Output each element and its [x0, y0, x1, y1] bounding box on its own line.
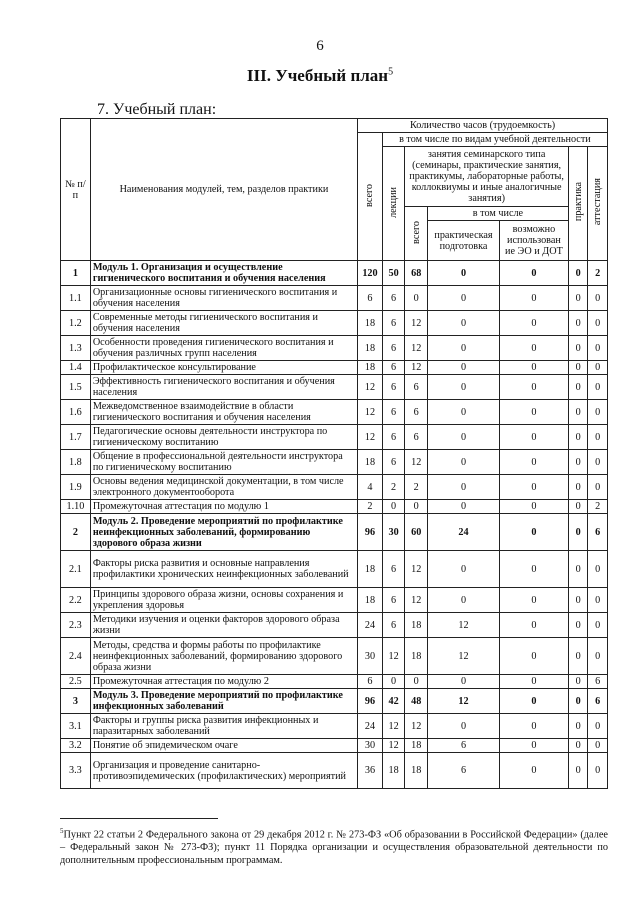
row-seminars: 12	[405, 361, 428, 375]
row-seminars: 48	[405, 689, 428, 714]
row-seminars: 0	[405, 500, 428, 514]
row-seminars: 68	[405, 261, 428, 286]
row-lectures: 0	[382, 500, 405, 514]
table-row	[61, 500, 608, 514]
row-num: 3.2	[61, 739, 91, 753]
table-row	[61, 675, 608, 689]
row-practice: 0	[568, 311, 588, 336]
header-distance: возможно использован ие ЭО и ДОТ	[499, 221, 568, 261]
row-lectures: 6	[382, 425, 405, 450]
row-distance: 0	[499, 361, 568, 375]
row-practice: 0	[568, 336, 588, 361]
row-name: Промежуточная аттестация по модулю 1	[90, 500, 357, 514]
row-practical-training: 0	[428, 361, 500, 375]
row-practical-training: 0	[428, 261, 500, 286]
footnote-mark-ref: 5	[60, 827, 64, 835]
row-num: 3.3	[61, 753, 91, 789]
row-distance: 0	[499, 425, 568, 450]
row-lectures: 50	[382, 261, 405, 286]
row-lectures: 6	[382, 336, 405, 361]
footnote	[60, 825, 608, 867]
row-attestation: 0	[588, 588, 608, 613]
row-distance: 0	[499, 500, 568, 514]
row-practical-training: 0	[428, 500, 500, 514]
row-total: 30	[358, 638, 383, 675]
row-practice: 0	[568, 551, 588, 588]
row-name: Организация и проведение санитарно-противоэпидемических (профилактических) мероприятий	[90, 753, 357, 789]
row-practical-training: 12	[428, 689, 500, 714]
row-practical-training: 0	[428, 400, 500, 425]
row-distance: 0	[499, 675, 568, 689]
row-distance: 0	[499, 311, 568, 336]
row-attestation: 0	[588, 425, 608, 450]
row-lectures: 2	[382, 475, 405, 500]
row-total: 4	[358, 475, 383, 500]
row-name: Межведомственное взаимодействие в области гигиенического воспитания и обучения населения	[90, 400, 357, 425]
row-seminars: 18	[405, 739, 428, 753]
row-lectures: 6	[382, 450, 405, 475]
row-seminars: 6	[405, 400, 428, 425]
row-name: Модуль 1. Организация и осуществление гигиенического воспитания и обучения населения	[90, 261, 357, 286]
row-total: 2	[358, 500, 383, 514]
table-row	[61, 475, 608, 500]
row-total: 120	[358, 261, 383, 286]
table-row	[61, 514, 608, 551]
row-num: 1.2	[61, 311, 91, 336]
row-attestation: 0	[588, 400, 608, 425]
row-lectures: 42	[382, 689, 405, 714]
row-practice: 0	[568, 425, 588, 450]
row-name: Педагогические основы деятельности инструктора по гигиеническому воспитанию	[90, 425, 357, 450]
row-practical-training: 0	[428, 714, 500, 739]
row-total: 96	[358, 514, 383, 551]
section-title-text: III. Учебный план	[246, 66, 389, 85]
row-distance: 0	[499, 753, 568, 789]
row-distance: 0	[499, 588, 568, 613]
table-body	[61, 261, 608, 789]
row-seminars: 12	[405, 588, 428, 613]
row-name: Факторы риска развития и основные направления профилактики хронических неинфекционных заболеваний	[90, 551, 357, 588]
row-name: Принципы здорового образа жизни, основы сохранения и укрепления здоровья	[90, 588, 357, 613]
table-row	[61, 450, 608, 475]
row-num: 2.4	[61, 638, 91, 675]
row-num: 3.1	[61, 714, 91, 739]
row-seminars: 18	[405, 638, 428, 675]
row-practice: 0	[568, 739, 588, 753]
row-total: 24	[358, 714, 383, 739]
row-attestation: 0	[588, 475, 608, 500]
row-distance: 0	[499, 638, 568, 675]
row-seminars: 6	[405, 375, 428, 400]
row-seminars: 12	[405, 551, 428, 588]
row-lectures: 6	[382, 286, 405, 311]
row-attestation: 2	[588, 261, 608, 286]
row-num: 1	[61, 261, 91, 286]
row-num: 1.8	[61, 450, 91, 475]
table-row	[61, 638, 608, 675]
row-attestation: 0	[588, 613, 608, 638]
row-name: Организационные основы гигиенического воспитания и обучения населения	[90, 286, 357, 311]
header-hours-total: Количество часов (трудоемкость)	[358, 119, 608, 133]
row-attestation: 0	[588, 361, 608, 375]
row-total: 18	[358, 311, 383, 336]
header-name: Наименования модулей, тем, разделов практики	[90, 119, 357, 261]
row-num: 1.7	[61, 425, 91, 450]
row-practical-training: 0	[428, 450, 500, 475]
row-distance: 0	[499, 514, 568, 551]
row-name: Методы, средства и формы работы по профилактике неинфекционных заболеваний, формированию здорового образа жизни	[90, 638, 357, 675]
row-attestation: 0	[588, 638, 608, 675]
row-name: Промежуточная аттестация по модулю 2	[90, 675, 357, 689]
row-num: 1.10	[61, 500, 91, 514]
row-practical-training: 0	[428, 475, 500, 500]
row-seminars: 12	[405, 714, 428, 739]
row-total: 12	[358, 375, 383, 400]
header-total: всего	[364, 183, 376, 207]
table-row	[61, 588, 608, 613]
header-including: в том числе	[428, 207, 569, 221]
header-lectures-cell	[382, 147, 405, 261]
row-practice: 0	[568, 588, 588, 613]
row-lectures: 18	[382, 753, 405, 789]
row-num: 2.5	[61, 675, 91, 689]
table-row	[61, 739, 608, 753]
table-row	[61, 689, 608, 714]
row-attestation: 2	[588, 500, 608, 514]
header-lectures: лекции	[388, 186, 400, 218]
row-total: 12	[358, 400, 383, 425]
row-name: Основы ведения медицинской документации, в том числе электронного документооборота	[90, 475, 357, 500]
row-practical-training: 6	[428, 739, 500, 753]
row-distance: 0	[499, 714, 568, 739]
row-lectures: 6	[382, 361, 405, 375]
row-name: Модуль 3. Проведение мероприятий по профилактике инфекционных заболеваний	[90, 689, 357, 714]
header-sem-total: всего	[410, 220, 422, 244]
row-name: Профилактическое консультирование	[90, 361, 357, 375]
row-name: Общение в профессиональной деятельности инструктора по гигиеническому воспитанию	[90, 450, 357, 475]
row-distance: 0	[499, 689, 568, 714]
header-attestation-cell	[588, 147, 608, 261]
header-total-cell	[358, 133, 383, 261]
row-distance: 0	[499, 450, 568, 475]
row-lectures: 6	[382, 613, 405, 638]
row-total: 18	[358, 588, 383, 613]
header-practical-training: практическая подготовка	[428, 221, 500, 261]
row-seminars: 0	[405, 286, 428, 311]
row-lectures: 12	[382, 739, 405, 753]
row-seminars: 18	[405, 613, 428, 638]
row-attestation: 0	[588, 286, 608, 311]
row-practical-training: 0	[428, 375, 500, 400]
table-row	[61, 753, 608, 789]
section-title	[0, 66, 640, 86]
row-total: 96	[358, 689, 383, 714]
row-lectures: 30	[382, 514, 405, 551]
table-row	[61, 311, 608, 336]
row-practical-training: 6	[428, 753, 500, 789]
row-name: Особенности проведения гигиенического воспитания и обучения различных групп населения	[90, 336, 357, 361]
row-name: Модуль 2. Проведение мероприятий по профилактике неинфекционных заболеваний, формированию здорового образа жизни	[90, 514, 357, 551]
row-seminars: 2	[405, 475, 428, 500]
header-practice-cell	[568, 147, 588, 261]
header-num: № п/п	[61, 119, 91, 261]
row-practical-training: 12	[428, 613, 500, 638]
row-total: 18	[358, 450, 383, 475]
row-num: 2.1	[61, 551, 91, 588]
row-attestation: 0	[588, 450, 608, 475]
row-seminars: 12	[405, 311, 428, 336]
footnote-divider	[60, 818, 218, 819]
row-attestation: 6	[588, 514, 608, 551]
row-practice: 0	[568, 638, 588, 675]
row-name: Современные методы гигиенического воспитания и обучения населения	[90, 311, 357, 336]
footnote-text: Пункт 22 статьи 2 Федерального закона от 29 декабря 2012 г. № 273-ФЗ «Об образовании в Российской Федерации» (далее – Федеральный закон № 273-ФЗ); пункт 11 Порядка организации и осуществления образовательной деятельности по дополнительным профессиональным программам.	[60, 829, 608, 867]
table-row	[61, 551, 608, 588]
row-name: Методики изучения и оценки факторов здорового образа жизни	[90, 613, 357, 638]
footnote-mark: 5	[388, 66, 394, 78]
row-seminars: 12	[405, 450, 428, 475]
row-total: 30	[358, 739, 383, 753]
table-row	[61, 375, 608, 400]
row-seminars: 6	[405, 425, 428, 450]
row-practice: 0	[568, 286, 588, 311]
row-distance: 0	[499, 400, 568, 425]
table-row	[61, 361, 608, 375]
row-practice: 0	[568, 753, 588, 789]
row-attestation: 0	[588, 714, 608, 739]
row-lectures: 12	[382, 638, 405, 675]
row-practical-training: 0	[428, 311, 500, 336]
row-total: 12	[358, 425, 383, 450]
row-lectures: 6	[382, 311, 405, 336]
row-num: 1.6	[61, 400, 91, 425]
row-practice: 0	[568, 500, 588, 514]
row-practice: 0	[568, 361, 588, 375]
row-practice: 0	[568, 714, 588, 739]
row-name: Факторы и группы риска развития инфекционных и паразитарных заболеваний	[90, 714, 357, 739]
row-practical-training: 0	[428, 588, 500, 613]
plan-subtitle: 7. Учебный план:	[97, 101, 217, 118]
table-row	[61, 425, 608, 450]
row-distance: 0	[499, 551, 568, 588]
row-practical-training: 0	[428, 675, 500, 689]
row-lectures: 6	[382, 551, 405, 588]
row-num: 3	[61, 689, 91, 714]
curriculum-table	[60, 118, 608, 789]
header-sem-total-cell	[405, 207, 428, 261]
row-lectures: 12	[382, 714, 405, 739]
row-practical-training: 0	[428, 336, 500, 361]
row-distance: 0	[499, 739, 568, 753]
row-practical-training: 0	[428, 551, 500, 588]
table-row	[61, 613, 608, 638]
row-seminars: 18	[405, 753, 428, 789]
row-attestation: 0	[588, 753, 608, 789]
row-attestation: 0	[588, 336, 608, 361]
row-practical-training: 0	[428, 425, 500, 450]
row-practical-training: 0	[428, 286, 500, 311]
row-attestation: 6	[588, 675, 608, 689]
row-practical-training: 12	[428, 638, 500, 675]
row-practice: 0	[568, 613, 588, 638]
row-seminars: 0	[405, 675, 428, 689]
row-num: 1.4	[61, 361, 91, 375]
row-practice: 0	[568, 514, 588, 551]
table-row	[61, 400, 608, 425]
row-total: 6	[358, 286, 383, 311]
header-attestation: аттестация	[592, 178, 604, 226]
row-attestation: 6	[588, 689, 608, 714]
table-row	[61, 714, 608, 739]
row-lectures: 0	[382, 675, 405, 689]
row-practice: 0	[568, 475, 588, 500]
row-num: 1.9	[61, 475, 91, 500]
row-lectures: 6	[382, 375, 405, 400]
row-distance: 0	[499, 261, 568, 286]
row-num: 1.1	[61, 286, 91, 311]
row-distance: 0	[499, 286, 568, 311]
row-num: 1.5	[61, 375, 91, 400]
page-number: 6	[316, 38, 324, 54]
row-distance: 0	[499, 336, 568, 361]
row-practice: 0	[568, 689, 588, 714]
row-attestation: 0	[588, 739, 608, 753]
header-seminars: занятия семинарского типа (семинары, практические занятия, практикумы, лабораторные работы, коллоквиумы и иные аналогичные занятия)	[405, 147, 568, 207]
row-distance: 0	[499, 375, 568, 400]
row-practice: 0	[568, 675, 588, 689]
table-row	[61, 286, 608, 311]
row-total: 24	[358, 613, 383, 638]
row-lectures: 6	[382, 400, 405, 425]
row-total: 18	[358, 361, 383, 375]
row-attestation: 0	[588, 551, 608, 588]
row-num: 2	[61, 514, 91, 551]
row-practice: 0	[568, 375, 588, 400]
row-name: Понятие об эпидемическом очаге	[90, 739, 357, 753]
row-num: 1.3	[61, 336, 91, 361]
row-distance: 0	[499, 475, 568, 500]
table-row	[61, 261, 608, 286]
row-practical-training: 24	[428, 514, 500, 551]
row-seminars: 12	[405, 336, 428, 361]
row-practice: 0	[568, 261, 588, 286]
row-total: 18	[358, 551, 383, 588]
header-practice: практика	[572, 182, 584, 222]
row-practice: 0	[568, 450, 588, 475]
row-total: 18	[358, 336, 383, 361]
table-row	[61, 336, 608, 361]
row-lectures: 6	[382, 588, 405, 613]
row-total: 6	[358, 675, 383, 689]
header-by-activity: в том числе по видам учебной деятельности	[382, 133, 607, 147]
row-practice: 0	[568, 400, 588, 425]
row-num: 2.2	[61, 588, 91, 613]
row-attestation: 0	[588, 311, 608, 336]
row-num: 2.3	[61, 613, 91, 638]
row-attestation: 0	[588, 375, 608, 400]
row-total: 36	[358, 753, 383, 789]
row-name: Эффективность гигиенического воспитания и обучения населения	[90, 375, 357, 400]
row-seminars: 60	[405, 514, 428, 551]
row-distance: 0	[499, 613, 568, 638]
